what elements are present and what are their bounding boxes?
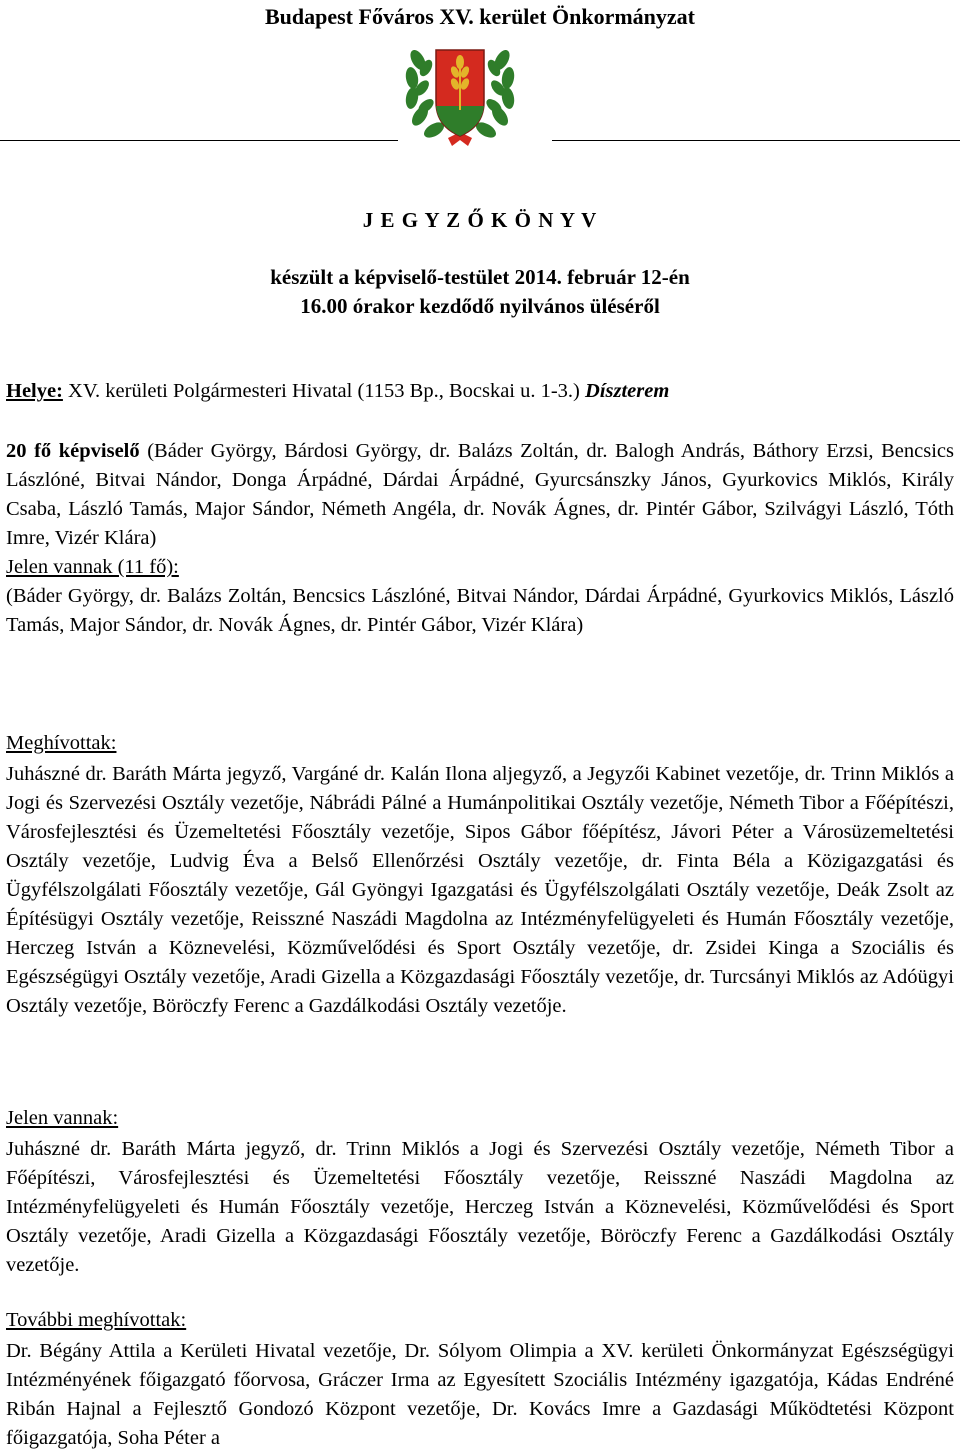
members-count: 20 fő képviselő	[6, 440, 140, 462]
members-list: (Báder György, Bárdosi György, dr. Balázs Zoltán, dr. Balogh András, Báthory Erzsi, Bencsics Lászlóné, Bitvai Nándor, Donga Árpádné, Dárdai Árpádné, Gyurcsánszky János, Gyurkovics Miklós, Király Csaba, László Tamás, Major Sándor, Németh Angéla, dr. Novák Ágnes, dr. Pintér Gábor, Szilvágyi László, Tóth Imre, Vizér Klára)	[6, 440, 954, 549]
institution-title: Budapest Főváros XV. kerület Önkormányzat	[264, 4, 696, 29]
document-type-title: J E G Y Z Ő K Ö N Y V	[362, 208, 598, 232]
invited-label: Meghívottak:	[6, 732, 117, 754]
location-line	[6, 380, 669, 403]
coat-of-arms-icon	[400, 40, 520, 152]
location-value: XV. kerületi Polgármesteri Hivatal (1153 Bp., Bocskai u. 1-3.)	[62, 380, 586, 402]
header-rule-right	[552, 140, 960, 141]
header-rule-left	[0, 140, 398, 141]
further-invited-label: További meghívottak:	[6, 1309, 187, 1331]
members-block	[6, 437, 954, 640]
subtitle-line-1: készült a képviselő-testület 2014. február 12-én	[270, 265, 690, 289]
subtitle-line-2: 16.00 órakor kezdődő nyilvános üléséről	[300, 294, 660, 318]
present-invited-label: Jelen vannak:	[6, 1107, 119, 1129]
present-members-label: Jelen vannak (11 fő):	[6, 556, 179, 578]
present-members-list: (Báder György, dr. Balázs Zoltán, Bencsics Lászlóné, Bitvai Nándor, Dárdai Árpádné, Gyurkovics Miklós, László Tamás, Major Sándor, dr. Novák Ágnes, dr. Pintér Gábor, Vizér Klára)	[6, 585, 954, 636]
invited-text: Juhászné dr. Baráth Márta jegyző, Vargáné dr. Kalán Ilona aljegyző, a Jegyzői Kabinet vezetője, dr. Trinn Miklós a Jogi és Szervezési Osztály vezetője, Nábrádi Pálné a Humánpolitikai Osztály vezetője, Németh Tibor a Főépítészi, Városfejlesztési és Üzemeltetési Főosztály vezetője, Sipos Gábor főépítész, Jávori Péter a Városüzemeltetési Osztály vezetője, Ludvig Éva a Belső Ellenőrzési Osztály vezetője, dr. Finta Béla a Közigazgatási és Ügyfélszolgálati Főosztály vezetője, Gál Gyöngyi Igazgatási és Ügyfélszolgálati Osztály vezetője, Deák Zsolt az Építésügyi Osztály vezetője, Reisszné Naszádi Magdolna az Intézményfelügyeleti és Humán Főosztály vezetője, Herczeg István a Köznevelési, Közművelődési és Sport Osztály vezetője, dr. Zsidei Kinga a Szociális és Egészségügyi Osztály vezetője, Aradi Gizella a Közgazdasági Főosztály vezetője, dr. Turcsányi Miklós az Adóügyi Osztály vezetője, Böröczfy Ferenc a Gazdálkodási Osztály vezetője.	[6, 763, 954, 1017]
location-room: Díszterem	[585, 380, 670, 402]
present-invited-text: Juhászné dr. Baráth Márta jegyző, dr. Trinn Miklós a Jogi és Szervezési Osztály vezetője, Németh Tibor a Főépítészi, Városfejlesztési és Üzemeltetési Főosztály vezetője, Reisszné Naszádi Magdolna az Intézményfelügyeleti és Humán Főosztály vezetője, Herczeg István a Köznevelési, Közművelődési és Sport Osztály vezetője, Aradi Gizella a Közgazdasági Főosztály vezetője, Böröczfy Ferenc a Gazdálkodási Osztály vezetője.	[6, 1138, 954, 1276]
location-label: Helye:	[6, 380, 63, 402]
further-invited-text: Dr. Bégány Attila a Kerületi Hivatal vezetője, Dr. Sólyom Olimpia a XV. kerületi Önkormányzat Egészségügyi Intézményének főigazgató főorvosa, Gráczer Irma az Egyesített Szociális Intézmény igazgatója, Kádas Endréné Ribán Hajnal a Fejlesztő Gondozó Központ vezetője, Dr. Kovács Imre a Gazdasági Működtetési Központ főigazgatója, Soha Péter a	[6, 1340, 954, 1449]
